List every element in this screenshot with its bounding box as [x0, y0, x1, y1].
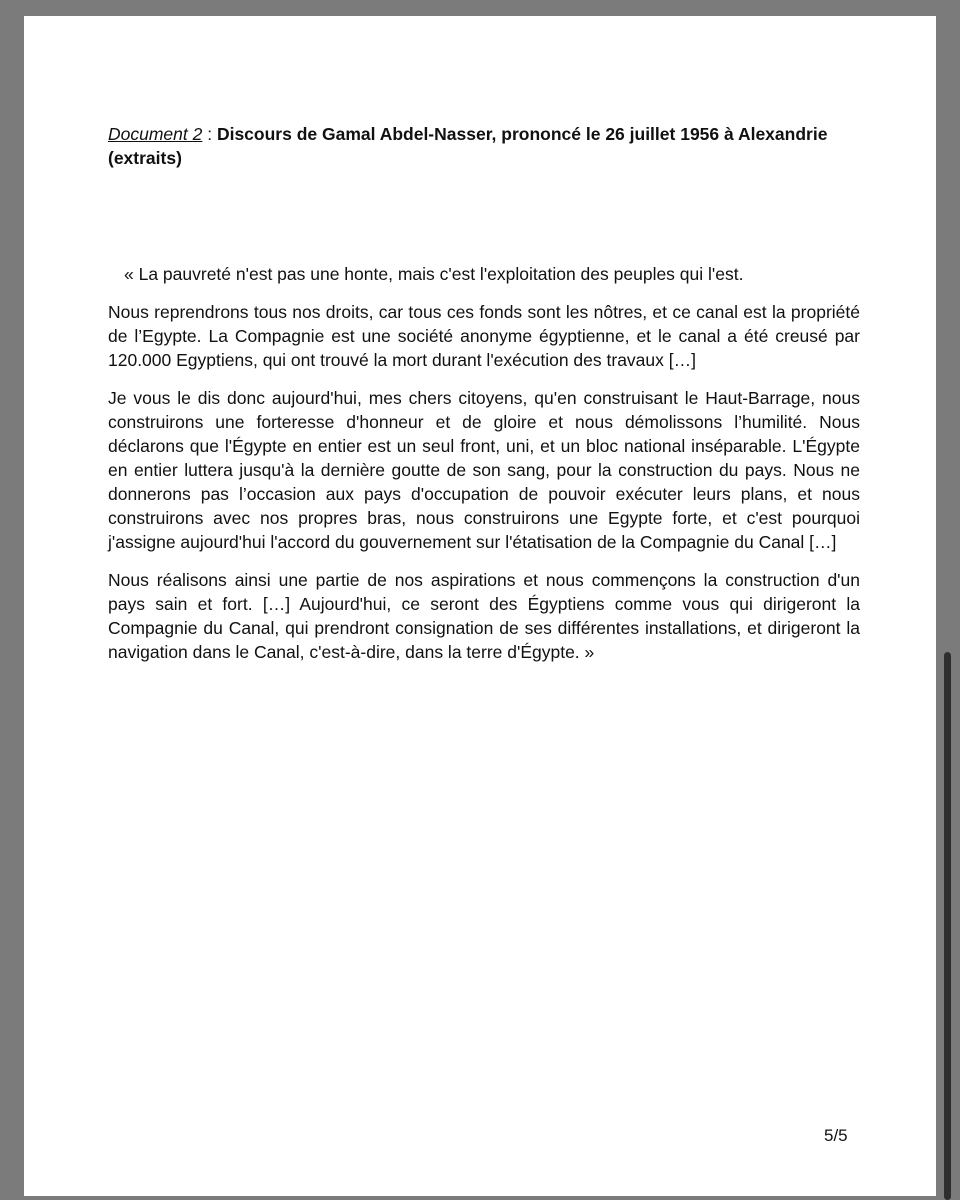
- paragraph-1: « La pauvreté n'est pas une honte, mais c'est l'exploitation des peuples qui l'est.: [124, 264, 744, 284]
- document-page: [24, 16, 936, 1196]
- document-heading: [108, 122, 864, 170]
- vertical-scrollbar[interactable]: [944, 652, 951, 1200]
- document-title: Discours de Gamal Abdel-Nasser, prononcé le 26 juillet 1956 à Alexandrie (extraits): [108, 124, 828, 168]
- document-label: Document 2: [108, 124, 203, 144]
- paragraph-2: Nous reprendrons tous nos droits, car tous ces fonds sont les nôtres, et ce canal est la propriété de l’Egypte. La Compagnie est une société anonyme égyptienne, et le canal a été creusé par 120.000 Egyptiens, qui ont trouvé la mort durant l'exécution des travaux […]: [108, 302, 860, 370]
- paragraph-3: Je vous le dis donc aujourd'hui, mes chers citoyens, qu'en construisant le Haut-Barrage, nous construirons une forteresse d'honneur et de gloire et nous démolissons l’humilité. Nous déclarons que l'Égypte en entier est un seul front, uni, et un bloc national inséparable. L'Égypte en entier luttera jusqu'à la dernière goutte de son sang, pour la construction du pays. Nous ne donnerons pas l’occasion aux pays d'occupation de pouvoir exécuter leurs plans, et nous construirons avec nos propres bras, nous construirons une Egypte forte, et c'est pourquoi j'assigne aujourd'hui l'accord du gouvernement sur l'étatisation de la Compagnie du Canal […]: [108, 388, 860, 552]
- paragraph-4: Nous réalisons ainsi une partie de nos aspirations et nous commençons la construction d'un pays sain et fort. […] Aujourd'hui, ce seront des Égyptiens comme vous qui dirigeront la Compagnie du Canal, qui prendront consignation de ses différentes installations, et dirigeront la navigation dans le Canal, c'est-à-dire, dans la terre d'Égypte. »: [108, 570, 860, 662]
- heading-separator: :: [202, 124, 217, 144]
- page-number: 5/5: [824, 1126, 848, 1145]
- speech-text: [108, 262, 860, 678]
